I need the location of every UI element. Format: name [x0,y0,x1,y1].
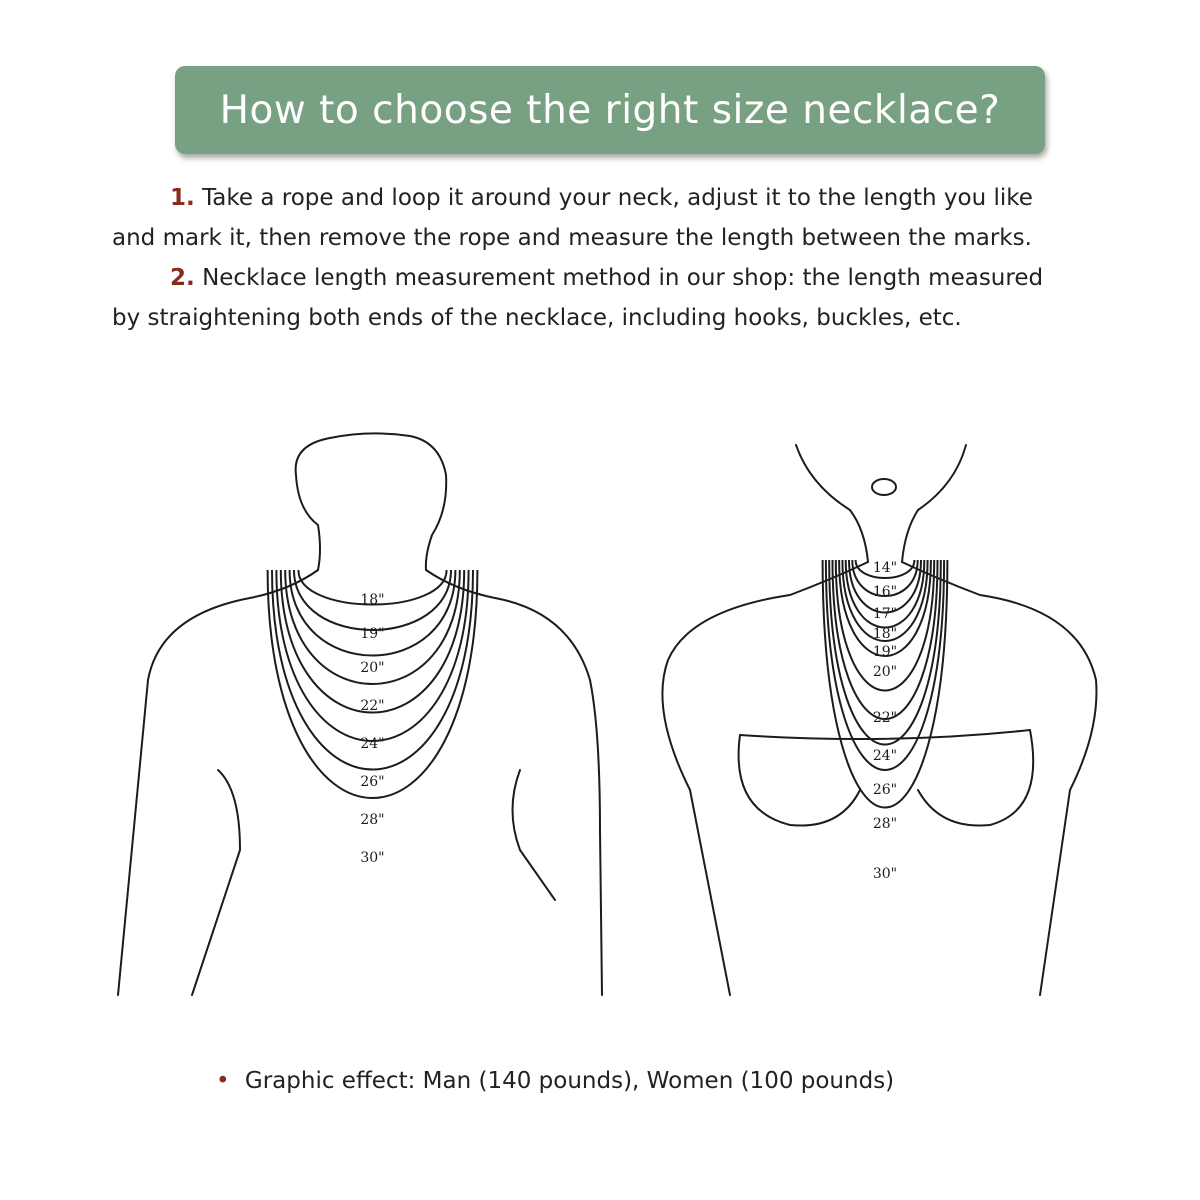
man-length-label-4: 22" [360,698,385,714]
woman-right-bust [918,730,1033,826]
woman-length-label-8: 24" [872,748,898,764]
woman-bust-line [740,730,1030,739]
man-length-label-7: 28" [360,812,385,828]
man-length-label-1: 18" [360,592,385,608]
necklace-diagram-svg [0,430,1200,1010]
graphic-effect-note [216,1068,894,1094]
woman-length-label-2: 16" [872,584,898,600]
bullet-icon: • [216,1068,230,1094]
woman-left-bust [739,735,860,826]
woman-length-label-6: 20" [872,664,898,680]
woman-length-label-3: 17" [872,606,898,622]
title-banner [175,66,1045,154]
woman-length-label-10: 28" [872,816,898,832]
step-1-number: 1. [170,185,195,211]
woman-length-label-4: 18" [872,626,898,642]
man-length-label-8: 30" [360,850,385,866]
necklace-size-diagram [0,430,1200,1010]
woman-length-label-5: 19" [872,644,898,660]
man-neck-left [296,475,320,570]
woman-length-label-1: 14" [872,560,898,576]
man-length-label-5: 24" [360,736,385,752]
woman-jaw-left [796,445,868,562]
man-left-arm-inner [192,770,240,995]
step-2-text: Necklace length measurement method in our shop: the length measured by straightening both ends of the necklace, including hooks, buckles, etc. [112,265,1044,331]
step-1 [112,178,1078,258]
man-length-label-2: 19" [360,626,385,642]
step-2 [112,258,1078,338]
step-2-number: 2. [170,265,195,291]
man-figure [118,433,602,995]
man-right-shoulder [426,570,602,995]
man-length-label-3: 20" [360,660,385,676]
woman-length-label-9: 26" [872,782,898,798]
woman-length-label-7: 22" [872,710,898,726]
page-title: How to choose the right size necklace? [219,87,1001,133]
man-head-outline [296,433,447,570]
graphic-effect-text: Graphic effect: Man (140 pounds), Women (100 pounds) [244,1068,895,1094]
woman-chin [872,479,896,495]
man-right-arm-inner [513,770,556,900]
woman-length-label-11: 30" [872,866,898,882]
woman-right-shoulder [902,562,1096,995]
man-length-label-6: 26" [360,774,385,790]
instructions [112,178,1078,338]
step-1-text: Take a rope and loop it around your neck, adjust it to the length you like and mark it, then remove the rope and measure the length between the marks. [112,185,1033,251]
woman-jaw-right [902,445,966,562]
